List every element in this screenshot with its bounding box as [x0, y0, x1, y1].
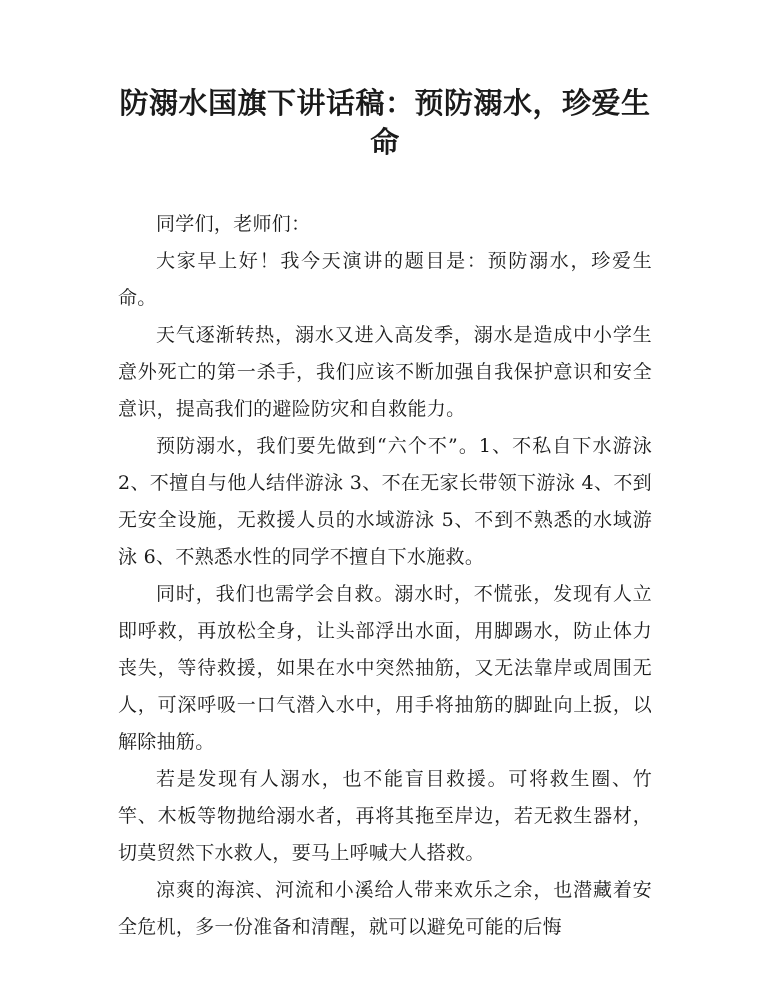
paragraph-opening: 大家早上好！我今天演讲的题目是：预防溺水，珍爱生命。: [118, 250, 652, 309]
document-body: [118, 206, 652, 946]
paragraph-background: 天气逐渐转热，溺水又进入高发季，溺水是造成中小学生意外死亡的第一杀手，我们应该不断加强自我保护意识和安全意识，提高我们的避险防灾和自救能力。: [118, 324, 652, 420]
paragraph-rescue-others: 若是发现有人溺水，也不能盲目救援。可将救生圈、竹竿、木板等物抛给溺水者，再将其拖至岸边，若无救生器材，切莫贸然下水救人，要马上呼喊大人搭救。: [118, 768, 652, 864]
paragraph-six-rules: 预防溺水，我们要先做到“六个不”。1、不私自下水游泳 2、不擅自与他人结伴游泳 3、不在无家长带领下游泳 4、不到无安全设施，无救援人员的水域游泳 5、不到不熟悉的水域游泳 6、不熟悉水性的同学不擅自下水施救。: [118, 435, 652, 568]
paragraph-closing: 凉爽的海滨、河流和小溪给人带来欢乐之余，也潜藏着安全危机，多一份准备和清醒，就可以避免可能的后悔: [118, 879, 652, 938]
document-title: 防溺水国旗下讲话稿：预防溺水，珍爱生命: [119, 86, 651, 159]
paragraph-greeting: 同学们，老师们：: [156, 213, 311, 235]
paragraph-self-rescue: 同时，我们也需学会自救。溺水时，不慌张，发现有人立即呼救，再放松全身，让头部浮出水面，用脚踢水，防止体力丧失，等待救援，如果在水中突然抽筋，又无法靠岸或周围无人，可深呼吸一口气潜入水中，用手将抽筋的脚趾向上扳，以解除抽筋。: [118, 583, 652, 753]
